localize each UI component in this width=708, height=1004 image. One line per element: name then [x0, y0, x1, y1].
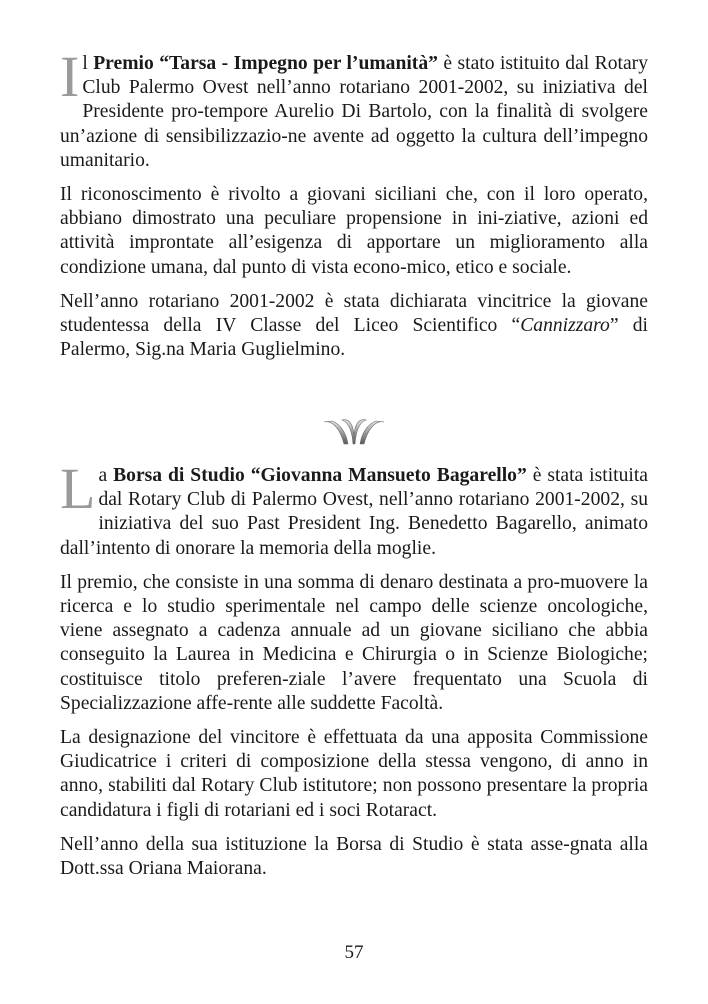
- arch-ornament-icon: [322, 416, 386, 446]
- section-tarsa-prize: [60, 44, 649, 372]
- text-fragment: è stato istituito dal Rotary Club Palermo Ovest nell’anno rotariano 2001-2002, su iniziativa del Presidente pro-tempore Aurelio Di Bartolo, con la finalità di svolgere un’azione di sensibilizzazio-ne avente ad oggetto la cultura dell’impegno umanitario.: [60, 53, 649, 171]
- text-fragment: è stata istituita dal Rotary Club di Palermo Ovest, nell’anno rotariano 2001-2002, su iniziativa del suo Past President Ing. Benedetto Bagarello, animato dall’intento di onorare la memoria della moglie.: [60, 465, 648, 559]
- paragraph-scholarship-winner: Nell’anno della sua istituzione la Borsa di Studio è stata asse-gnata alla Dott.ssa Oriana Maiorana.: [60, 833, 648, 880]
- text-fragment: ” di Palermo, Sig.na Maria Guglielmino.: [60, 315, 648, 361]
- section-bagarello-scholarship: [60, 456, 648, 891]
- dropcap-letter: I: [60, 44, 80, 109]
- dropcap-letter: L: [60, 456, 96, 521]
- paragraph-scholarship-intro: [60, 456, 648, 561]
- prize-name: Premio “Tarsa - Impegno per l’umanità”: [93, 53, 438, 74]
- scholarship-name: Borsa di Studio “Giovanna Mansueto Bagarello”: [113, 465, 527, 486]
- text-fragment: l: [82, 53, 94, 74]
- text-fragment: a: [98, 465, 114, 486]
- text-fragment: Nell’anno rotariano 2001-2002 è stata dichiarata vincitrice la giovane studentessa della IV Classe del Liceo Scientifico “: [60, 290, 648, 337]
- paragraph-tarsa-intro: [60, 44, 649, 173]
- school-name: Cannizzaro: [520, 315, 610, 337]
- paragraph-tarsa-recognition: Il riconoscimento è rivolto a giovani siciliani che, con il loro operato, abbiano dimostrato una peculiare propensione in ini-ziative, azioni ed attività improntate all’esigenza di apportare un miglioramento alla condizione umana, dal punto di vista econo-mico, etico e sociale.: [60, 184, 648, 278]
- page-number: 57: [344, 942, 364, 963]
- paragraph-tarsa-winner: [60, 290, 648, 363]
- paragraph-scholarship-prize: Il premio, che consiste in una somma di denaro destinata a pro-muovere la ricerca e lo studio sperimentale nel campo delle scienze oncologiche, viene assegnato a cadenza annuale ad un giovane siciliano che abbia conseguito la Laurea in Medicina e Chirurgia o in Scienze Biologiche; costituisce titolo preferen-ziale l’avere frequentato una Scuola di Specializzazione affe-rente alle suddette Facoltà.: [60, 571, 648, 714]
- paragraph-scholarship-designation: La designazione del vincitore è effettuata da una apposita Commissione Giudicatrice i criteri di composizione della stessa vengono, di anno in anno, stabiliti dal Rotary Club istitutore; non possono presentare la propria candidatura i figli di rotariani ed i soci Rotaract.: [60, 727, 648, 821]
